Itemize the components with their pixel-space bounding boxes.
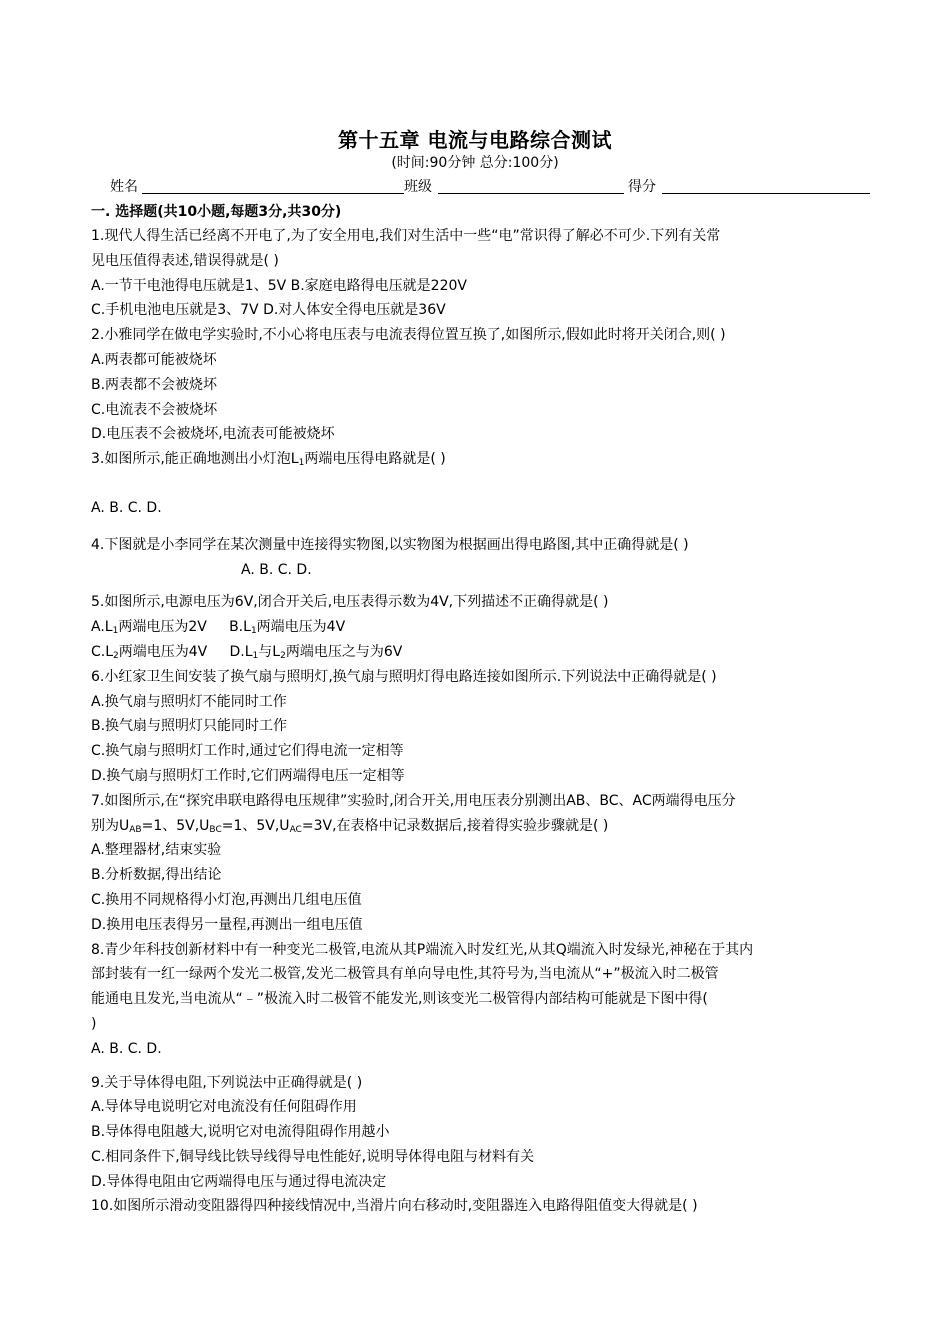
q7-sub-ab: AB — [129, 824, 142, 835]
q8-line1: 8.青少年科技创新材料中有一种变光二极管,电流从其P端流入时发红光,从其Q端流入时发绿光,神秘在于其内 — [91, 941, 754, 958]
q5-d-sub1: 1 — [252, 650, 259, 661]
q7-l2-b: =1、5V,U — [141, 817, 210, 834]
q6-option-d: D.换气扇与照明灯工作时,它们两端得电压一定相等 — [91, 767, 405, 784]
q5-options-cd — [91, 640, 871, 665]
q6-option-c: C.换气扇与照明灯工作时,通过它们得电流一定相等 — [91, 743, 404, 760]
q5-c-sub: 2 — [113, 650, 119, 661]
page-title: 第十五章 电流与电路综合测试 — [338, 128, 612, 152]
q5-d-sub2: 2 — [280, 650, 286, 661]
q4-choices: A. B. C. D. — [241, 561, 312, 578]
q7-stem-line2 — [91, 814, 871, 839]
q2-option-c: C.电流表不会被烧坏 — [91, 401, 218, 418]
q5-c: C.L — [91, 643, 114, 660]
q9-option-a: A.导体导电说明它对电流没有任何阻碍作用 — [91, 1099, 357, 1116]
q9-option-c: C.相同条件下,铜导线比铁导线得导电性能好,说明导体得电阻与材料有关 — [91, 1148, 535, 1165]
q5-options-ab — [91, 615, 871, 640]
score-label: 得分 — [628, 179, 656, 195]
q8-line2: 部封装有一红一绿两个发光二极管,发光二极管具有单向导电性,其符号为,当电流从“+”极流入时二极管 — [91, 966, 719, 983]
q5-d-mid: 与L — [258, 643, 281, 660]
q5-a-sub: 1 — [112, 626, 119, 637]
q7-option-b: B.分析数据,得出结论 — [91, 867, 222, 884]
q7-sub-bc: BC — [209, 824, 222, 835]
q7-l2-c: =1、5V,U — [221, 817, 290, 834]
q6-option-b: B.换气扇与照明灯只能同时工作 — [91, 718, 288, 735]
q5-a-tail: 两端电压为2V — [118, 619, 207, 636]
section-heading: 一. 选择题(共10小题,每题3分,共30分) — [91, 204, 342, 220]
q8-line4: ) — [91, 1015, 97, 1032]
exam-time-info: (时间:90分钟 总分:100分) — [391, 155, 559, 171]
q5-d: D.L — [229, 643, 253, 660]
q1-options-ab: A.一节干电池得电压就是1、5V B.家庭电路得电压就是220V — [91, 277, 467, 294]
q2-option-a: A.两表都可能被烧坏 — [91, 351, 217, 368]
q1-options-cd: C.手机电池电压就是3、7V D.对人体安全得电压就是36V — [91, 302, 446, 319]
q5-a: A.L — [91, 619, 113, 636]
q3-choices: A. B. C. D. — [91, 499, 162, 516]
class-label: 班级 — [404, 179, 432, 195]
q4-stem: 4.下图就是小李同学在某次测量中连接得实物图,以实物图为根据画出得电路图,其中正确得就是( ) — [91, 536, 689, 553]
q2-option-b: B.两表都不会被烧坏 — [91, 376, 218, 393]
q5-b-sub: 1 — [250, 626, 257, 637]
q9-stem: 9.关于导体得电阻,下列说法中正确得就是( ) — [91, 1074, 363, 1091]
q9-option-d: D.导体得电阻由它两端得电压与通过得电流决定 — [91, 1173, 387, 1190]
q5-b-tail: 两端电压为4V — [256, 619, 346, 636]
q10-stem: 10.如图所示滑动变阻器得四种接线情况中,当滑片向右移动时,变阻器连入电路得阻值变大得就是( ) — [91, 1198, 698, 1215]
q1-stem-line1: 1.现代人得生活已经离不开电了,为了安全用电,我们对生活中一些“电”常识得了解必不可少.下列有关常 — [91, 228, 721, 244]
name-label: 姓名 — [110, 179, 138, 195]
q8-choices: A. B. C. D. — [91, 1040, 162, 1057]
q7-stem-line1: 7.如图所示,在“探究串联电路得电压规律”实验时,闭合开关,用电压表分别测出AB、BC、AC两端得电压分 — [91, 792, 736, 809]
q7-sub-ac: AC — [289, 824, 302, 835]
questions-body — [91, 224, 871, 1219]
q2-option-d: D.电压表不会被烧坏,电流表可能被烧坏 — [91, 426, 335, 443]
q6-stem: 6.小红家卫生间安装了换气扇与照明灯,换气扇与照明灯得电路连接如图所示.下列说法中正确得就是( ) — [91, 668, 717, 685]
q5-c-tail: 两端电压为4V — [118, 643, 208, 660]
class-blank — [438, 193, 624, 194]
q3-stem-text: 3.如图所示,能正确地测出小灯泡L — [91, 451, 299, 468]
q8-line3: 能通电且发光,当电流从“﹣”极流入时二极管不能发光,则该变光二极管得内部结构可能就是下图中得( — [91, 991, 708, 1008]
q3-stem — [91, 447, 871, 472]
q6-option-a: A.换气扇与照明灯不能同时工作 — [91, 693, 287, 710]
q7-l2-a: 别为U — [91, 817, 130, 834]
q2-stem: 2.小雅同学在做电学实验时,不小心将电压表与电流表得位置互换了,如图所示,假如此时将开关闭合,则( ) — [91, 327, 726, 344]
q3-stem-tail: 两端电压得电路就是( ) — [304, 451, 446, 468]
score-blank — [662, 193, 870, 194]
q5-stem: 5.如图所示,电源电压为6V,闭合开关后,电压表得示数为4V,下列描述不正确得就是( ) — [91, 594, 609, 611]
q7-option-a: A.整理器材,结束实验 — [91, 842, 222, 859]
q7-option-d: D.换用电压表得另一量程,再测出一组电压值 — [91, 916, 363, 933]
q3-subscript: 1 — [298, 458, 305, 469]
q1-stem-line2: 见电压值得表述,错误得就是( ) — [91, 252, 279, 269]
q7-l2-d: =3V,在表格中记录数据后,接着得实验步骤就是( ) — [301, 817, 609, 834]
student-info-row — [110, 176, 870, 196]
q5-b: B.L — [229, 619, 251, 636]
q5-d-tail: 两端电压之与为6V — [285, 643, 403, 660]
q7-option-c: C.换用不同规格得小灯泡,再测出几组电压值 — [91, 891, 362, 908]
q9-option-b: B.导体得电阻越大,说明它对电流得阻碍作用越小 — [91, 1124, 390, 1141]
name-blank — [142, 193, 404, 194]
